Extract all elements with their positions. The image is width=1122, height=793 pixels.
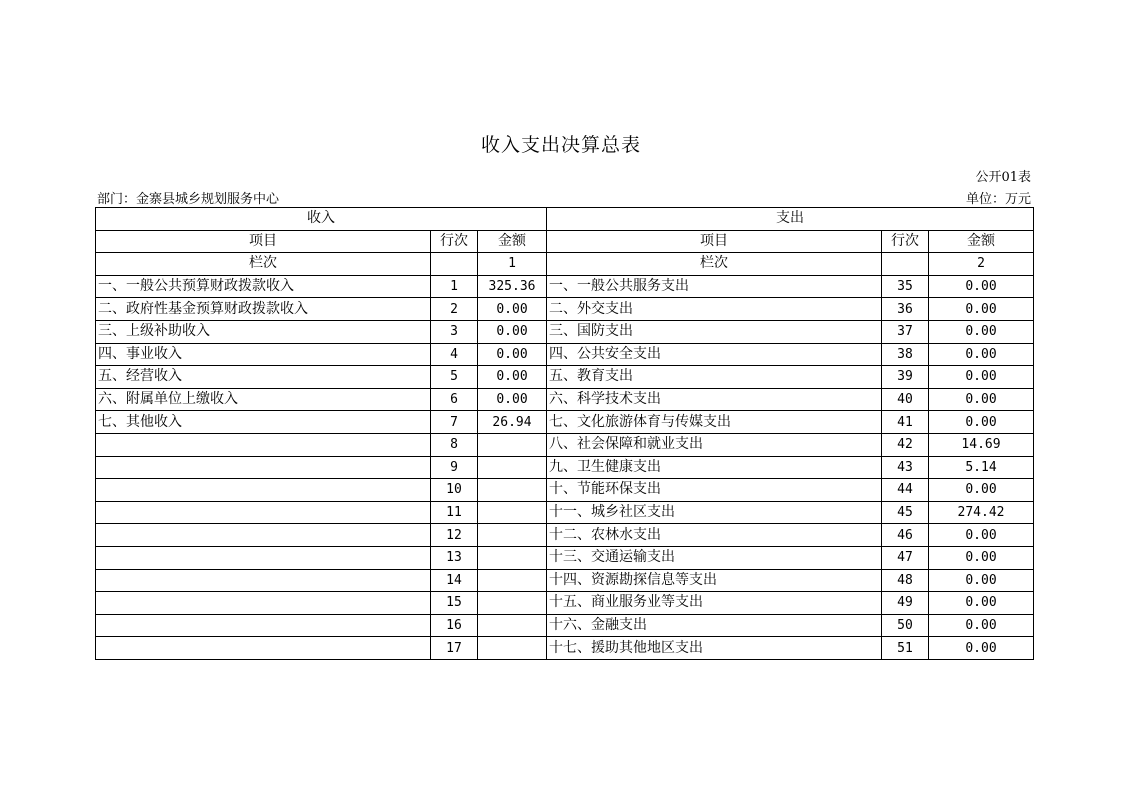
expense-amount: 0.00	[929, 343, 1034, 366]
income-item	[96, 479, 431, 502]
income-amount	[478, 524, 547, 547]
expense-amount: 0.00	[929, 320, 1034, 343]
expense-item: 十二、农林水支出	[547, 524, 882, 547]
expense-row-no: 48	[882, 569, 929, 592]
income-item	[96, 569, 431, 592]
expense-row-no: 49	[882, 592, 929, 615]
income-amount	[478, 501, 547, 524]
expense-item: 十五、商业服务业等支出	[547, 592, 882, 615]
expense-item: 六、科学技术支出	[547, 388, 882, 411]
expense-amount: 14.69	[929, 433, 1034, 456]
expense-item: 一、一般公共服务支出	[547, 275, 882, 298]
income-item: 二、政府性基金预算财政拨款收入	[96, 298, 431, 321]
unit-label: 单位：万元	[965, 192, 1031, 207]
expense-amount: 0.00	[929, 524, 1034, 547]
income-row-no: 2	[431, 298, 478, 321]
income-amount: 325.36	[478, 275, 547, 298]
section-header-row	[96, 208, 1034, 231]
income-row-no: 3	[431, 320, 478, 343]
expense-item: 九、卫生健康支出	[547, 456, 882, 479]
expense-amount: 0.00	[929, 637, 1034, 660]
expense-amount: 0.00	[929, 569, 1034, 592]
income-item	[96, 592, 431, 615]
table-row	[96, 501, 1034, 524]
expense-item: 二、外交支出	[547, 298, 882, 321]
table-row	[96, 546, 1034, 569]
income-amount	[478, 433, 547, 456]
expense-row-no: 37	[882, 320, 929, 343]
department-label: 部门：金寨县城乡规划服务中心	[97, 192, 280, 207]
income-col-label: 栏次	[96, 253, 431, 276]
table-row	[96, 275, 1034, 298]
income-item: 三、上级补助收入	[96, 320, 431, 343]
table-row	[96, 524, 1034, 547]
expense-amount: 0.00	[929, 411, 1034, 434]
income-row-no: 17	[431, 637, 478, 660]
income-item: 四、事业收入	[96, 343, 431, 366]
expense-item: 十六、金融支出	[547, 614, 882, 637]
income-row-no: 15	[431, 592, 478, 615]
expense-item: 十一、城乡社区支出	[547, 501, 882, 524]
income-amount	[478, 614, 547, 637]
income-amount: 0.00	[478, 343, 547, 366]
income-row-no: 12	[431, 524, 478, 547]
income-item	[96, 637, 431, 660]
income-row-no: 4	[431, 343, 478, 366]
table-row	[96, 343, 1034, 366]
income-row-no: 13	[431, 546, 478, 569]
expense-section-header: 支出	[547, 208, 1034, 231]
expense-item: 十七、援助其他地区支出	[547, 637, 882, 660]
income-col-number: 1	[478, 253, 547, 276]
expense-item: 四、公共安全支出	[547, 343, 882, 366]
income-expense-table	[95, 207, 1034, 660]
expense-col-label: 栏次	[547, 253, 882, 276]
table-row	[96, 592, 1034, 615]
expense-row-no-header: 行次	[882, 230, 929, 253]
income-row-no: 11	[431, 501, 478, 524]
income-amount: 26.94	[478, 411, 547, 434]
expense-row-no: 39	[882, 366, 929, 389]
expense-amount: 0.00	[929, 275, 1034, 298]
income-amount: 0.00	[478, 366, 547, 389]
income-amount	[478, 592, 547, 615]
income-item	[96, 433, 431, 456]
table-row	[96, 569, 1034, 592]
table-row	[96, 614, 1034, 637]
expense-row-no: 45	[882, 501, 929, 524]
income-col-blank	[431, 253, 478, 276]
income-row-no: 10	[431, 479, 478, 502]
table-row	[96, 411, 1034, 434]
income-amount	[478, 637, 547, 660]
expense-row-no: 46	[882, 524, 929, 547]
table-row	[96, 298, 1034, 321]
income-row-no: 8	[431, 433, 478, 456]
table-row	[96, 320, 1034, 343]
table-row	[96, 456, 1034, 479]
expense-item: 十三、交通运输支出	[547, 546, 882, 569]
expense-amount: 274.42	[929, 501, 1034, 524]
expense-amount-header: 金额	[929, 230, 1034, 253]
expense-row-no: 41	[882, 411, 929, 434]
expense-row-no: 44	[882, 479, 929, 502]
expense-amount: 0.00	[929, 479, 1034, 502]
income-item	[96, 456, 431, 479]
column-number-row	[96, 253, 1034, 276]
expense-row-no: 36	[882, 298, 929, 321]
expense-item: 七、文化旅游体育与传媒支出	[547, 411, 882, 434]
income-amount	[478, 456, 547, 479]
table-row	[96, 366, 1034, 389]
expense-row-no: 50	[882, 614, 929, 637]
income-row-no: 6	[431, 388, 478, 411]
expense-row-no: 47	[882, 546, 929, 569]
expense-amount: 0.00	[929, 388, 1034, 411]
form-number: 公开01表	[975, 170, 1031, 185]
income-item: 一、一般公共预算财政拨款收入	[96, 275, 431, 298]
income-row-no: 5	[431, 366, 478, 389]
expense-col-blank	[882, 253, 929, 276]
expense-amount: 5.14	[929, 456, 1034, 479]
expense-row-no: 43	[882, 456, 929, 479]
expense-item: 三、国防支出	[547, 320, 882, 343]
expense-row-no: 40	[882, 388, 929, 411]
expense-col-number: 2	[929, 253, 1034, 276]
income-amount	[478, 569, 547, 592]
expense-row-no: 51	[882, 637, 929, 660]
expense-amount: 0.00	[929, 546, 1034, 569]
income-item: 七、其他收入	[96, 411, 431, 434]
expense-amount: 0.00	[929, 298, 1034, 321]
income-amount-header: 金额	[478, 230, 547, 253]
income-row-no: 14	[431, 569, 478, 592]
income-row-no: 16	[431, 614, 478, 637]
expense-row-no: 38	[882, 343, 929, 366]
expense-amount: 0.00	[929, 592, 1034, 615]
income-section-header: 收入	[96, 208, 547, 231]
expense-item: 十、节能环保支出	[547, 479, 882, 502]
income-amount: 0.00	[478, 388, 547, 411]
expense-item-header: 项目	[547, 230, 882, 253]
income-amount: 0.00	[478, 320, 547, 343]
income-item: 五、经营收入	[96, 366, 431, 389]
expense-row-no: 42	[882, 433, 929, 456]
expense-amount: 0.00	[929, 614, 1034, 637]
income-item-header: 项目	[96, 230, 431, 253]
expense-item: 五、教育支出	[547, 366, 882, 389]
table-row	[96, 388, 1034, 411]
income-amount	[478, 479, 547, 502]
income-row-no: 7	[431, 411, 478, 434]
income-item	[96, 524, 431, 547]
income-amount: 0.00	[478, 298, 547, 321]
expense-amount: 0.00	[929, 366, 1034, 389]
expense-item: 十四、资源勘探信息等支出	[547, 569, 882, 592]
income-row-no-header: 行次	[431, 230, 478, 253]
income-item	[96, 614, 431, 637]
income-item: 六、附属单位上缴收入	[96, 388, 431, 411]
income-item	[96, 501, 431, 524]
expense-item: 八、社会保障和就业支出	[547, 433, 882, 456]
income-row-no: 9	[431, 456, 478, 479]
income-item	[96, 546, 431, 569]
table-row	[96, 433, 1034, 456]
table-row	[96, 637, 1034, 660]
income-row-no: 1	[431, 275, 478, 298]
income-amount	[478, 546, 547, 569]
column-header-row	[96, 230, 1034, 253]
expense-row-no: 35	[882, 275, 929, 298]
table-row	[96, 479, 1034, 502]
page-title: 收入支出决算总表	[480, 134, 641, 156]
